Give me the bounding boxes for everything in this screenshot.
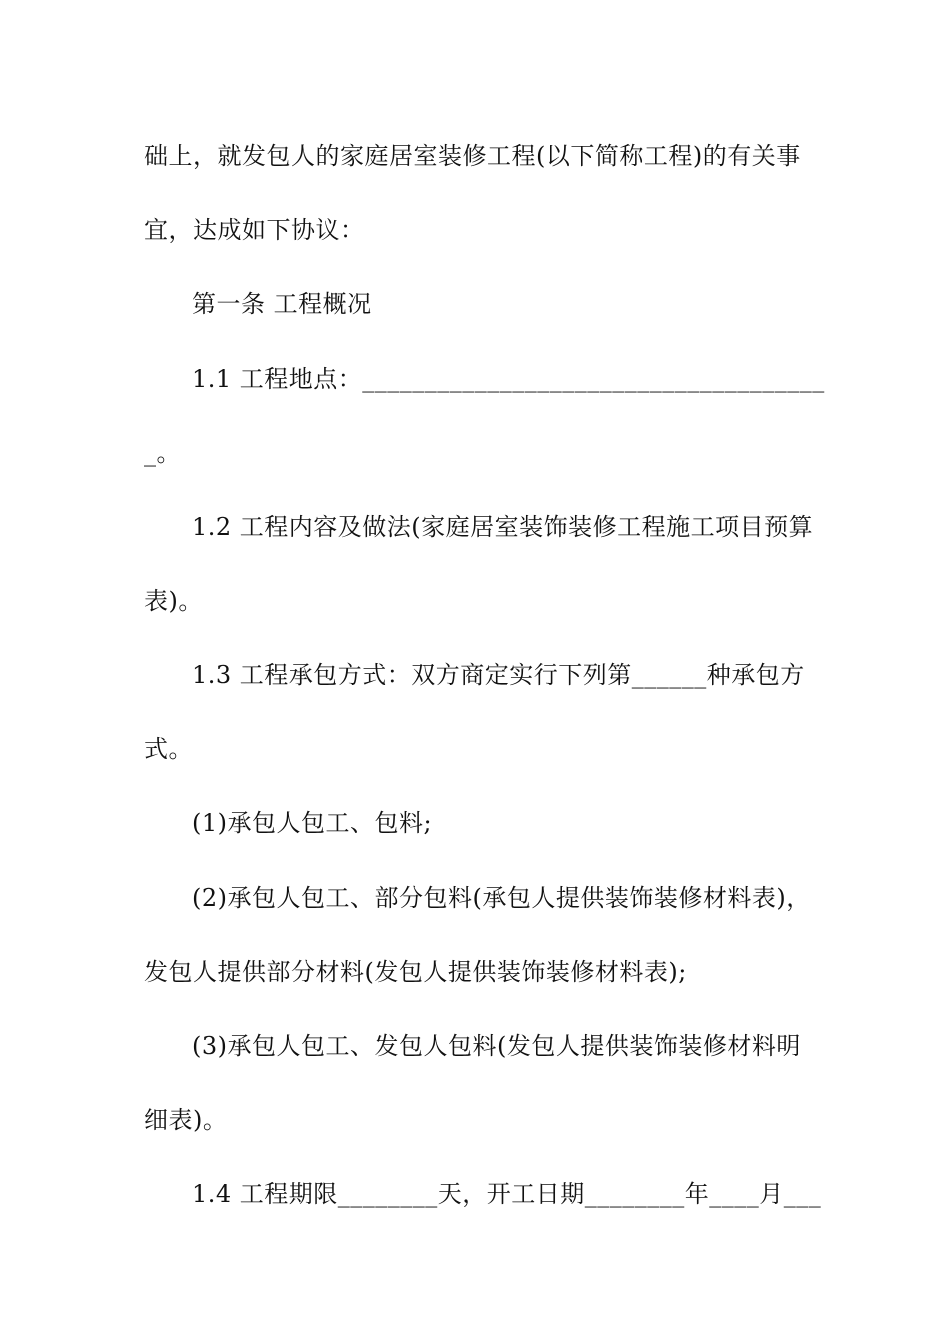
clause-1-1-end: _。 <box>144 439 181 467</box>
clause-1-3: 1.3 工程承包方式：双方商定实行下列第______种承包方 <box>192 661 805 689</box>
option-2: (2)承包人包工、部分包料(承包人提供装饰装修材料表)， <box>192 884 811 912</box>
clause-1-1: 1.1 工程地点：_____________________________________ <box>192 365 825 393</box>
clause-1-3-end: 式。 <box>144 735 193 763</box>
option-2-end: 发包人提供部分材料(发包人提供装饰装修材料表); <box>144 958 687 986</box>
option-3: (3)承包人包工、发包人包料(发包人提供装饰装修材料明 <box>192 1032 801 1060</box>
clause-1-2: 1.2 工程内容及做法(家庭居室装饰装修工程施工项目预算 <box>192 513 814 541</box>
text-line-2: 宜，达成如下协议： <box>144 216 365 244</box>
option-3-end: 细表)。 <box>144 1106 228 1134</box>
article-heading: 第一条 工程概况 <box>192 290 372 318</box>
clause-1-2-end: 表)。 <box>144 587 203 615</box>
clause-1-4: 1.4 工程期限________天，开工日期________年____月___ <box>192 1180 822 1208</box>
option-1: (1)承包人包工、包料; <box>192 809 433 837</box>
text-line-1: 础上，就发包人的家庭居室装修工程(以下简称工程)的有关事 <box>144 142 801 170</box>
